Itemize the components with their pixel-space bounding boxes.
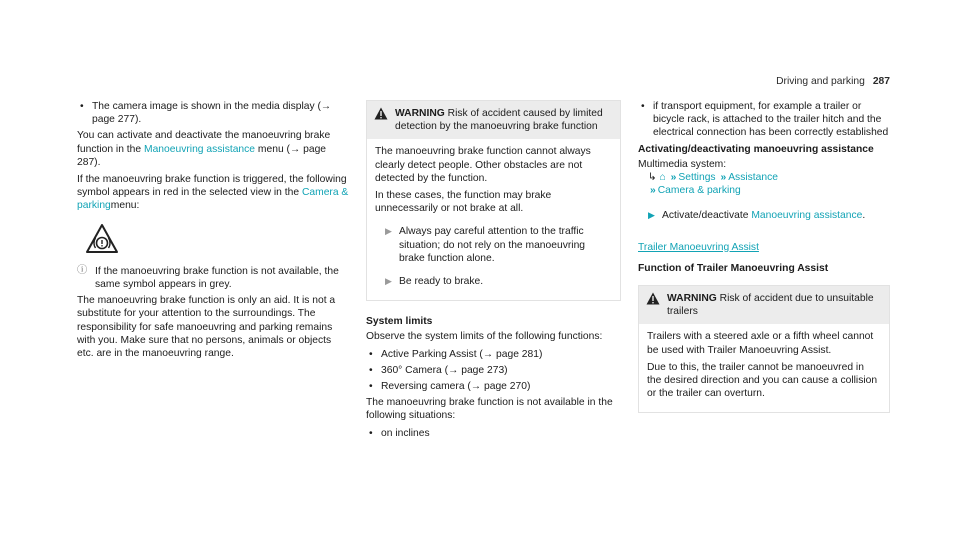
page-header [776,75,890,88]
page-number: 287 [872,76,890,87]
path-camera-parking[interactable]: Camera & parking [657,185,741,197]
paragraph: The manoeuvring brake function is only an aid. It is not a substitute for your attention to the surroundings. The responsibility for safe manoeuvring and parking remains with you. Make sure that no persons, animals or objects etc. are in the manoeuvring range. [77,295,336,360]
paragraph: You can activate and deactivate the manoeuvring brake function in the Manoeuvring assistance menu (→ page 287). [77,130,331,168]
list-item: • Active Parking Assist (→ page 281) [369,348,543,360]
list-item: • on inclines [369,427,430,439]
manoeuvring-assistance-link[interactable]: Manoeuvring assistance [144,143,256,155]
instruction: ▶ Be ready to brake. [385,276,484,288]
menu-path-cont [638,184,890,197]
warning-box [366,100,621,301]
chapter-title: Driving and parking [776,76,865,87]
paragraph: If the manoeuvring brake function is triggered, the following symbol appears in red in the selected view in the Camera & parkingmenu: [77,174,349,212]
paragraph: The manoeuvring brake function is not available in the following situations: [366,397,613,422]
brake-warning-symbol [77,217,349,265]
column-right [638,100,890,413]
instruction: ▶ Always pay careful attention to the traffic situation; do not rely on the manoeuvring brake function alone. [385,226,586,264]
path-start-icon: ↳ [648,172,657,184]
function-heading: Function of Trailer Manoeuvring Assist [638,262,829,274]
warning-icon [374,107,388,120]
warning-label: WARNING [667,293,717,305]
chevron-icon: » [650,185,656,197]
list-item: • if transport equipment, for example a trailer or bicycle rack, is attached to the trailer hitch and the electrical connection has been correctly established [641,101,889,139]
note: ⓘ If the manoeuvring brake function is not available, the same symbol appears in grey. [77,264,339,291]
warning-text: Due to this, the trailer cannot be manoeuvred in the desired direction and you can cause a collision or the trailer can overturn. [647,361,878,400]
home-icon[interactable]: ⌂ [659,172,666,184]
info-icon: ⓘ [77,264,88,276]
list-item: • 360° Camera (→ page 273) [369,364,508,376]
menu-path [638,171,890,184]
chevron-icon: » [670,172,677,184]
section-title: Trailer Manoeuvring Assist [638,241,759,253]
column-middle [366,100,621,443]
warning-text: Trailers with a steered axle or a fifth wheel cannot be used with Trailer Manoeuvring Assist. [647,331,874,356]
activation-heading: Activating/deactivating manoeuvring assistance [638,143,874,155]
system-limits-heading: System limits [366,316,433,328]
warning-title: Risk of accident caused by limited detection by the manoeuvring brake function [395,108,603,133]
camera-parking-link[interactable]: Camera & parking [77,187,349,212]
path-settings[interactable]: Settings [678,172,716,184]
warning-label: WARNING [395,108,445,119]
chevron-icon: » [720,172,727,184]
column-left [77,100,349,364]
warning-title: Risk of accident due to unsuitable trailers [667,293,874,318]
warning-icon [646,292,660,305]
warning-box [638,285,890,413]
multimedia-label: Multimedia system: [638,158,727,170]
warning-text: In these cases, the function may brake unnecessarily or not brake at all. [375,190,552,215]
brake-warning-icon [85,223,119,255]
paragraph: Observe the system limits of the following functions: [366,331,603,343]
list-item: • The camera image is shown in the media display (→ page 277). [80,101,332,126]
manoeuvring-assistance-link[interactable]: Manoeuvring assistance [751,210,863,222]
instruction: ▶ Activate/deactivate Manoeuvring assistance. [648,210,866,222]
list-item: • Reversing camera (→ page 270) [369,381,531,393]
path-assistance[interactable]: Assistance [728,172,778,184]
warning-text: The manoeuvring brake function cannot always clearly detect people. Other obstacles are not detected by the function. [375,146,591,184]
